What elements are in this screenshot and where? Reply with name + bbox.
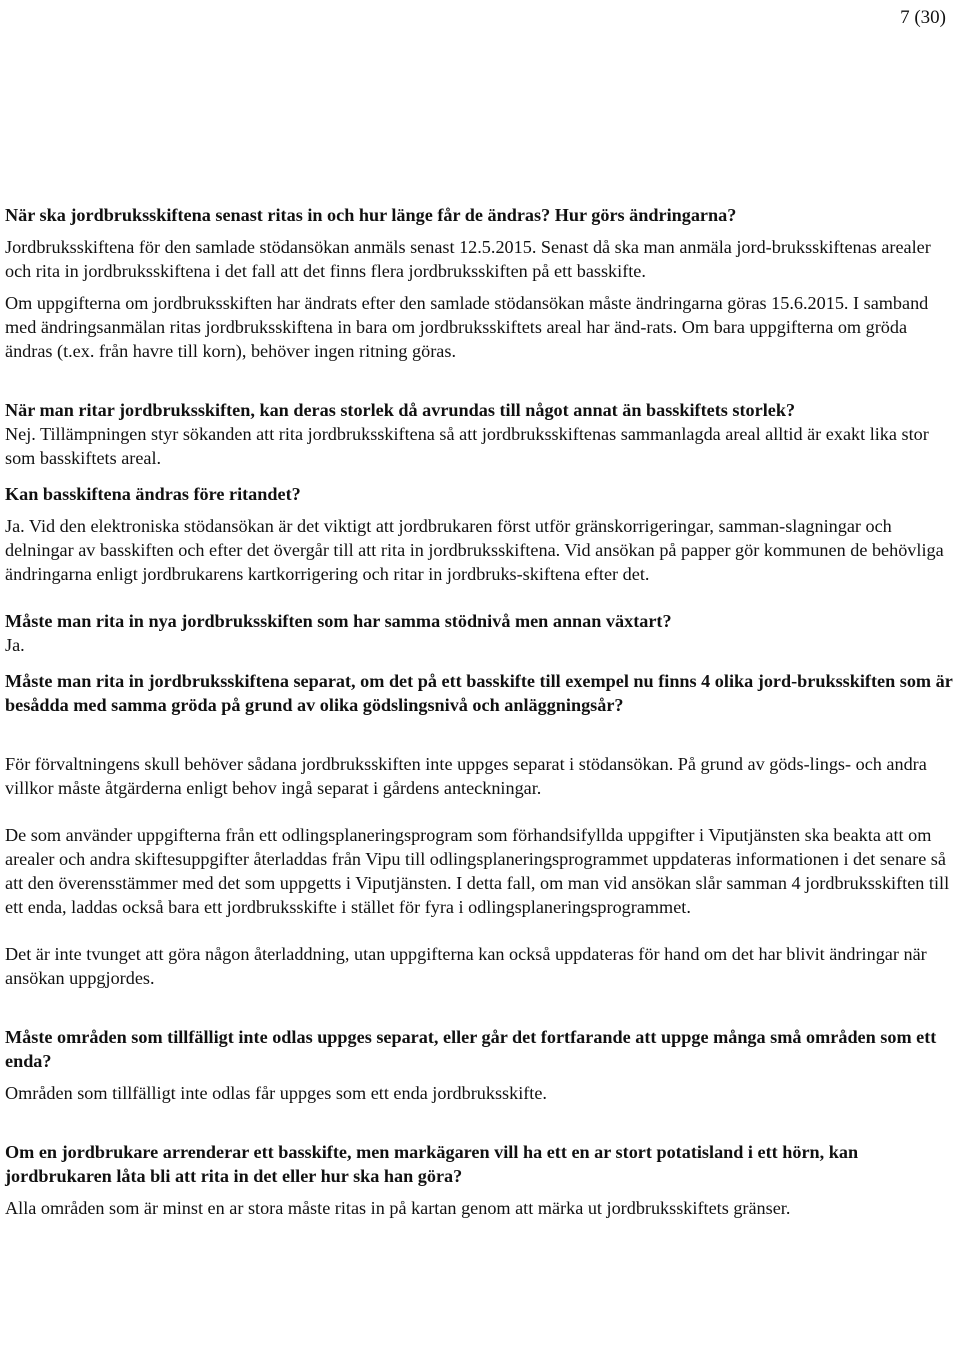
answer-2-paragraph-1: Nej. Tillämpningen styr sökanden att rita jordbruksskiftena så att jordbruksskiftenas sammanlagda areal alltid är exakt lika stor som basskiftets areal. — [5, 424, 929, 468]
answer-5-paragraph-3: Det är inte tvunget att göra någon återladdning, utan uppgifterna kan också uppdateras för hand om det har blivit ändringar när ansökan uppgjordes. — [5, 944, 927, 988]
question-7: Om en jordbrukare arrenderar ett basskifte, men markägaren vill ha ett en ar stort potatisland i ett hörn, kan jordbrukaren låta bli att rita in det eller hur ska han göra? — [5, 1142, 859, 1186]
answer-1-paragraph-2: Om uppgifterna om jordbruksskiften har ändrats efter den samlade stödansökan måste ändringarna göras 15.6.2015. I samband med ändringsanmälan ritas jordbruksskiftena in bara om jordbruksskiftets areal har änd-rats. Om bara uppgifterna om gröda ändras (t.ex. från havre till korn), behöver ingen ritning göras. — [5, 293, 929, 361]
answer-5-paragraph-1: För förvaltningens skull behöver sådana jordbruksskiften inte uppges separat i stödansökan. På grund av göds-lings- och andra villkor måste åtgärderna enligt behov ingå separat i gårdens anteckningar. — [5, 754, 927, 798]
question-2: När man ritar jordbruksskiften, kan deras storlek då avrundas till något annat än basskiftets storlek? — [5, 400, 796, 420]
answer-7-paragraph-1: Alla områden som är minst en ar stora måste ritas in på kartan genom att märka ut jordbruksskiftets gränser. — [5, 1198, 791, 1218]
question-3: Kan basskiftena ändras före ritandet? — [5, 484, 301, 504]
document-body — [5, 203, 955, 1220]
question-6: Måste områden som tillfälligt inte odlas uppges separat, eller går det fortfarande att uppge många små områden som ett enda? — [5, 1027, 937, 1071]
answer-5-paragraph-2: De som använder uppgifterna från ett odlingsplaneringsprogram som förhandsifyllda uppgifter i Viputjänsten ska beakta att om arealer och andra skiftesuppgifter återladdas från Vipu till odlingsplaneringsprogrammet uppdateras informationen i det senare så att den överensstämmer med det som uppgetts i Viputjänsten. I detta fall, om man vid ansökan slår samman 4 jordbruksskiften till ett enda, laddas också bara ett jordbruksskifte i stället för fyra i odlingsplaneringsprogrammet. — [5, 825, 950, 917]
question-4: Måste man rita in nya jordbruksskiften som har samma stödnivå men annan växtart? — [5, 611, 672, 631]
question-1: När ska jordbruksskiftena senast ritas in och hur länge får de ändras? Hur görs ändringarna? — [5, 205, 737, 225]
answer-4-paragraph-1: Ja. — [5, 635, 25, 655]
page-number: 7 (30) — [900, 7, 946, 28]
answer-3-paragraph-1: Ja. Vid den elektroniska stödansökan är det viktigt att jordbrukaren först utför gränskorrigeringar, samman-slagningar och delningar av basskiften och efter det övergår till att rita in jordbruksskiftena. Vid ansökan på papper gör kommunen de behövliga ändringarna enligt jordbrukarens kartkorrigering och ritar in jordbruks-skiftena efter det. — [5, 516, 944, 584]
answer-1-paragraph-1: Jordbruksskiftena för den samlade stödansökan anmäls senast 12.5.2015. Senast då ska man anmäla jord-bruksskiftenas arealer och rita in jordbruksskiftena i det fall att det finns flera jordbruksskiften på ett basskifte. — [5, 237, 931, 281]
question-5: Måste man rita in jordbruksskiftena separat, om det på ett basskifte till exempel nu finns 4 olika jord-bruksskiften som är besådda med samma gröda på grund av olika gödslingsnivå och anläggningsår? — [5, 671, 953, 715]
answer-6-paragraph-1: Områden som tillfälligt inte odlas får uppges som ett enda jordbruksskifte. — [5, 1083, 547, 1103]
